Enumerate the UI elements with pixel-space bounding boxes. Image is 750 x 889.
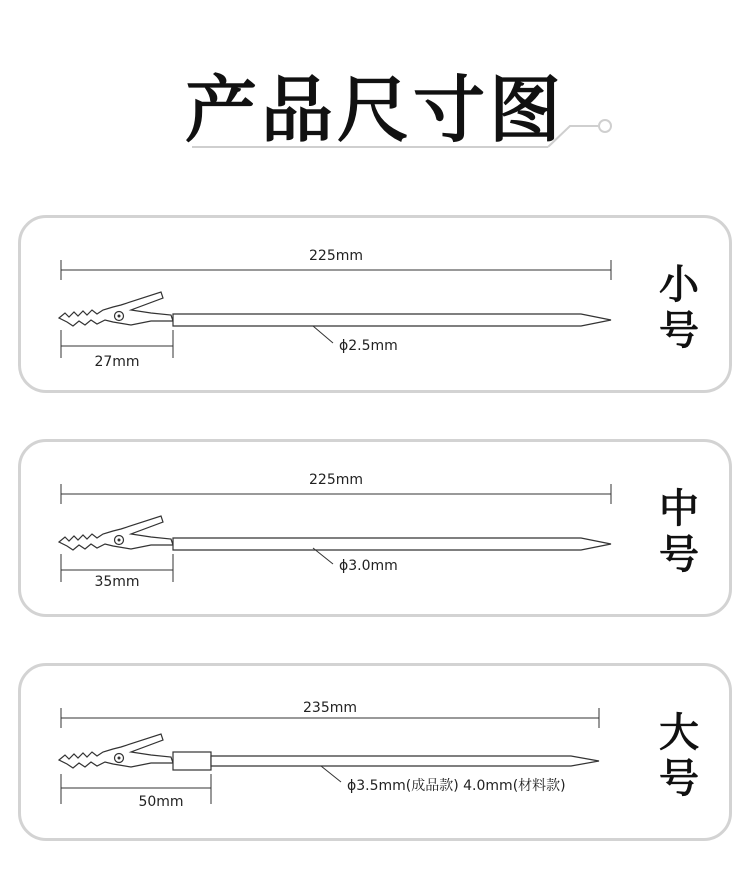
alligator-clip-icon (59, 734, 173, 768)
size-label-large: 大 号 (659, 710, 699, 802)
page-title: 产品尺寸图 (184, 68, 565, 152)
variant-card-medium (18, 439, 732, 617)
total-length-label: 225mm (309, 472, 363, 488)
alligator-clip-icon (59, 292, 173, 326)
title-underline-decoration (0, 0, 750, 200)
variant-card-small (18, 215, 732, 393)
clip-length-label: 35mm (94, 574, 140, 590)
size-label-medium: 中 号 (659, 486, 699, 578)
diameter-label: ϕ3.5mm(成品款) 4.0mm(材料款) (347, 778, 566, 794)
diameter-label: ϕ2.5mm (339, 338, 398, 354)
rod-sleeve (173, 752, 211, 770)
stainless-rod (173, 314, 611, 326)
size-label-small: 小 号 (659, 262, 699, 354)
stainless-rod (211, 756, 599, 766)
clip-length-label: 50mm (138, 794, 184, 810)
alligator-clip-icon (59, 516, 173, 550)
clip-length-label: 27mm (94, 354, 140, 370)
total-length-label: 225mm (309, 248, 363, 264)
diameter-label: ϕ3.0mm (339, 558, 398, 574)
stainless-rod (173, 538, 611, 550)
variant-card-large (18, 663, 732, 841)
total-length-label: 235mm (303, 700, 357, 716)
